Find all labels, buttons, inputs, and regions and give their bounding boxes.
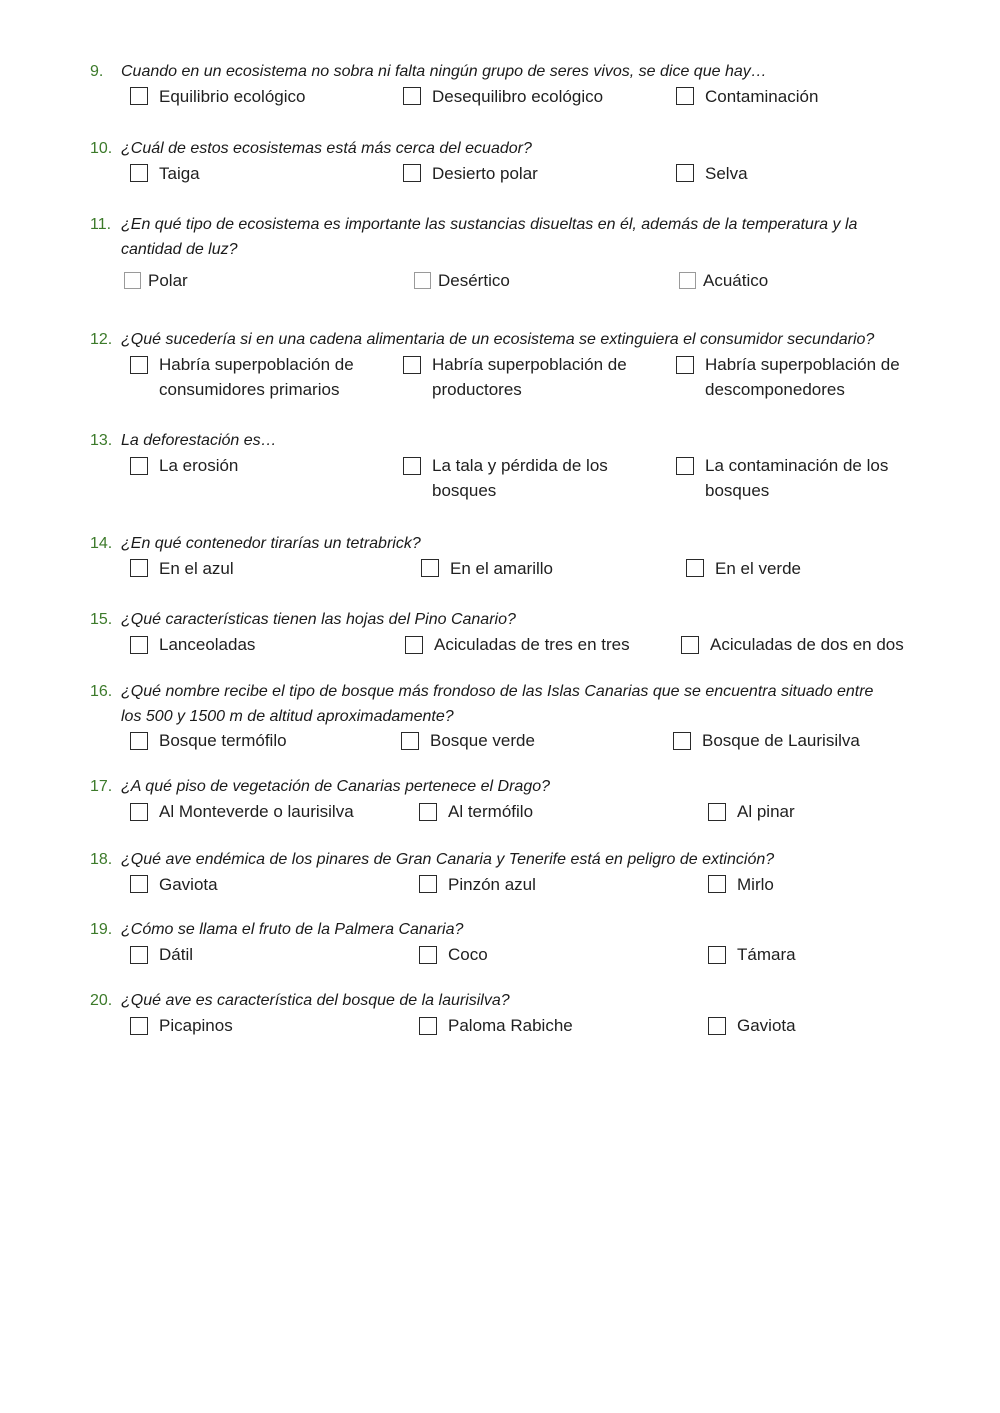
option-label: Lanceoladas — [159, 635, 256, 654]
question-number: 10. — [90, 140, 113, 157]
question-text: 13. La deforestación es… — [90, 428, 940, 453]
question-number: 18. — [90, 851, 113, 868]
checkbox[interactable] — [130, 803, 148, 821]
checkbox[interactable] — [676, 457, 694, 475]
checkbox[interactable] — [130, 946, 148, 964]
question-text: 11. ¿En qué tipo de ecosistema es importante las sustancias disueltas en él, además de la temperatura y la — [90, 212, 940, 237]
question-text: 18. ¿Qué ave endémica de los pinares de Gran Canaria y Tenerife está en peligro de extinción? — [90, 847, 940, 872]
question-text: 20. ¿Qué ave es característica del bosque de la laurisilva? — [90, 988, 940, 1013]
option-label: Desierto polar — [432, 164, 538, 183]
checkbox[interactable] — [708, 875, 726, 893]
option-label-continued: consumidores primarios — [159, 380, 340, 399]
option-label: Equilibrio ecológico — [159, 87, 306, 106]
option-label: La erosión — [159, 456, 239, 475]
option-label: Habría superpoblación de — [705, 355, 900, 374]
checkbox[interactable] — [130, 356, 148, 374]
question-text: 14. ¿En qué contenedor tirarías un tetrabrick? — [90, 531, 940, 556]
option-label: Dátil — [159, 945, 194, 964]
option-label: La tala y pérdida de los — [432, 456, 608, 475]
option-label: Aciculadas de tres en tres — [434, 635, 630, 654]
option-label: Desértico — [438, 271, 510, 290]
checkbox[interactable] — [130, 875, 148, 893]
checkbox[interactable] — [421, 559, 439, 577]
question-text: 17. ¿A qué piso de vegetación de Canarias pertenece el Drago? — [90, 774, 940, 799]
question-number: 20. — [90, 992, 113, 1009]
option-label: Pinzón azul — [448, 875, 536, 894]
option-label: Al pinar — [737, 802, 795, 821]
option-label: En el verde — [715, 559, 801, 578]
question-text: 12. ¿Qué sucedería si en una cadena alimentaria de un ecosistema se extinguiera el consumidor secundario? — [90, 327, 940, 352]
option-label: Gaviota — [737, 1016, 796, 1035]
question-text: 15. ¿Qué características tienen las hojas del Pino Canario? — [90, 607, 940, 632]
checkbox[interactable] — [403, 356, 421, 374]
checkbox[interactable] — [130, 1017, 148, 1035]
checkbox[interactable] — [673, 732, 691, 750]
question-number: 12. — [90, 331, 113, 348]
question-text-continued: cantidad de luz? — [121, 241, 238, 258]
option-label: En el amarillo — [450, 559, 553, 578]
checkbox[interactable] — [130, 457, 148, 475]
checkbox[interactable] — [676, 164, 694, 182]
checkbox[interactable] — [403, 87, 421, 105]
option-label: Coco — [448, 945, 488, 964]
checkbox[interactable] — [676, 87, 694, 105]
option-label: Habría superpoblación de — [432, 355, 627, 374]
option-label: Bosque verde — [430, 731, 535, 750]
checkbox[interactable] — [708, 803, 726, 821]
question-text-continued: los 500 y 1500 m de altitud aproximadamente? — [121, 708, 454, 725]
checkbox[interactable] — [681, 636, 699, 654]
checkbox[interactable] — [419, 1017, 437, 1035]
checkbox[interactable] — [708, 946, 726, 964]
checkbox[interactable] — [414, 272, 431, 289]
option-label: Picapinos — [159, 1016, 233, 1035]
option-label: La contaminación de los — [705, 456, 889, 475]
question-number: 13. — [90, 432, 113, 449]
option-label: Bosque termófilo — [159, 731, 287, 750]
checkbox[interactable] — [419, 875, 437, 893]
option-label: Támara — [737, 945, 796, 964]
option-label: Selva — [705, 164, 748, 183]
option-label-continued: descomponedores — [705, 380, 845, 399]
checkbox[interactable] — [403, 164, 421, 182]
option-label: Taiga — [159, 164, 200, 183]
checkbox[interactable] — [130, 559, 148, 577]
option-label-continued: bosques — [432, 481, 497, 500]
question-number: 15. — [90, 611, 113, 628]
question-number: 9. — [90, 63, 104, 80]
option-label: Paloma Rabiche — [448, 1016, 573, 1035]
option-label: Bosque de Laurisilva — [702, 731, 860, 750]
option-label: Aciculadas de dos en dos — [710, 635, 904, 654]
checkbox[interactable] — [419, 946, 437, 964]
checkbox[interactable] — [686, 559, 704, 577]
checkbox[interactable] — [130, 732, 148, 750]
option-label: Al Monteverde o laurisilva — [159, 802, 354, 821]
option-label: En el azul — [159, 559, 234, 578]
option-label: Acuático — [703, 271, 769, 290]
question-text: 16. ¿Qué nombre recibe el tipo de bosque más frondoso de las Islas Canarias que se encuentra situado entre — [90, 679, 940, 704]
checkbox[interactable] — [419, 803, 437, 821]
question-number: 19. — [90, 921, 113, 938]
question-text: 19. ¿Cómo se llama el fruto de la Palmera Canaria? — [90, 917, 940, 942]
option-label: Gaviota — [159, 875, 218, 894]
checkbox[interactable] — [130, 87, 148, 105]
question-number: 11. — [90, 216, 112, 233]
option-label: Desequilibro ecológico — [432, 87, 604, 106]
option-label-continued: bosques — [705, 481, 770, 500]
option-label-continued: productores — [432, 380, 522, 399]
option-label: Habría superpoblación de — [159, 355, 354, 374]
option-label: Contaminación — [705, 87, 819, 106]
checkbox[interactable] — [124, 272, 141, 289]
question-number: 17. — [90, 778, 113, 795]
checkbox[interactable] — [130, 164, 148, 182]
checkbox[interactable] — [405, 636, 423, 654]
checkbox[interactable] — [130, 636, 148, 654]
checkbox[interactable] — [401, 732, 419, 750]
question-number: 14. — [90, 535, 113, 552]
option-label: Al termófilo — [448, 802, 534, 821]
question-text: 10. ¿Cuál de estos ecosistemas está más cerca del ecuador? — [90, 136, 940, 161]
checkbox[interactable] — [403, 457, 421, 475]
checkbox[interactable] — [708, 1017, 726, 1035]
option-label: Polar — [148, 271, 188, 290]
checkbox[interactable] — [679, 272, 696, 289]
option-label: Mirlo — [737, 875, 774, 894]
question-number: 16. — [90, 683, 113, 700]
checkbox[interactable] — [676, 356, 694, 374]
question-text: 9. Cuando en un ecosistema no sobra ni falta ningún grupo de seres vivos, se dice que hay… — [90, 59, 940, 84]
